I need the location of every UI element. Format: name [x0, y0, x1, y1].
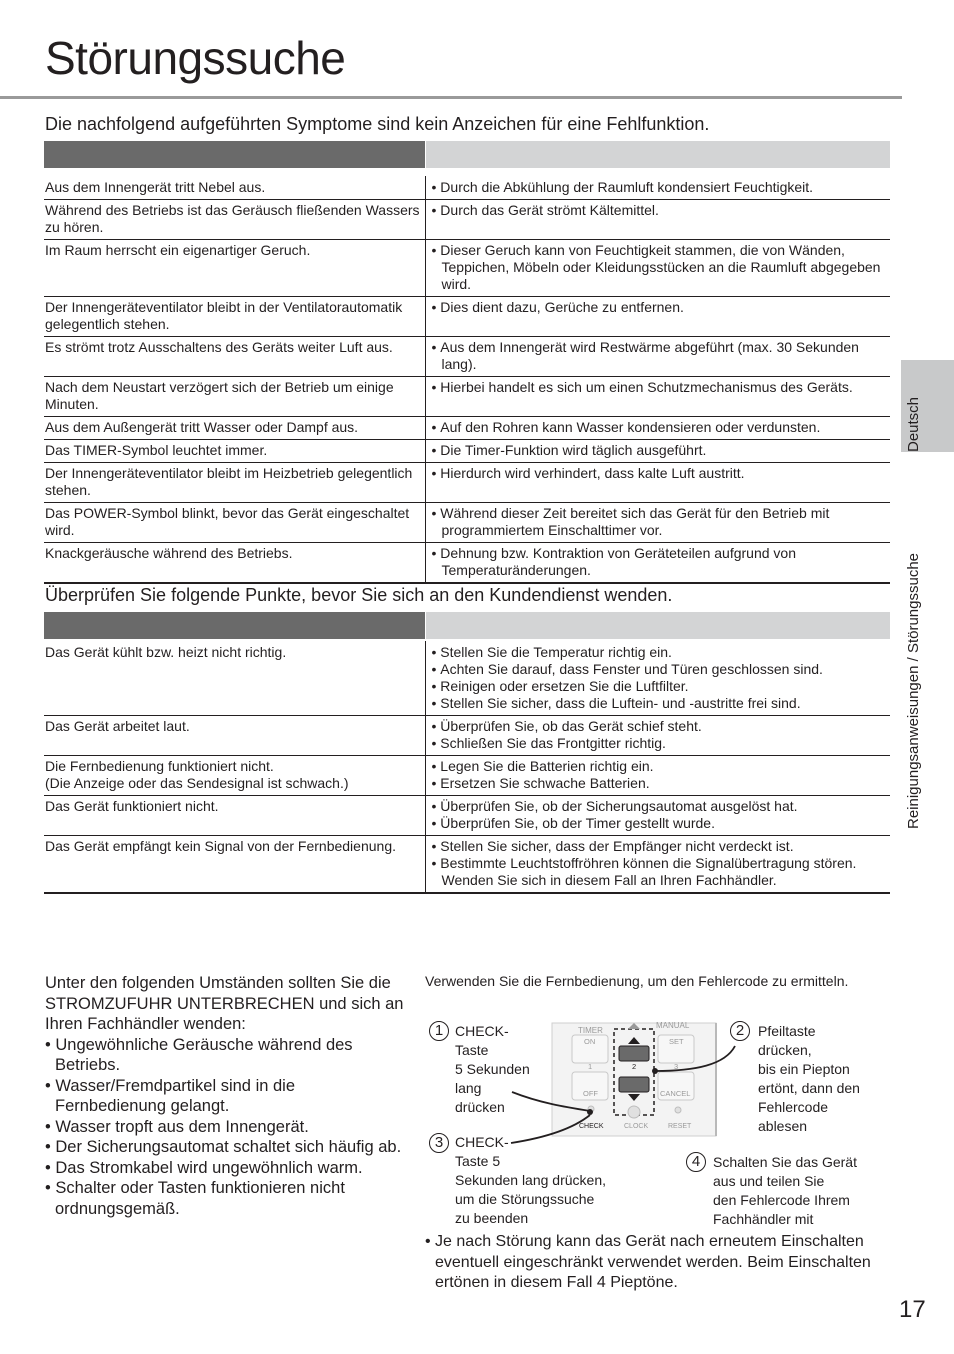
cause-item: • Dieser Geruch kann von Feuchtigkeit stammen, die von Wänden, Teppichen, Möbeln oder Kleidungsstücken an die Raumluft abgegeben wird.	[432, 242, 891, 293]
cause-item: • Überprüfen Sie, ob das Gerät schief steht.	[432, 718, 891, 735]
warning-item: • Wasser/Fremdpartikel sind in die Fernbedienung gelangt.	[45, 1076, 405, 1117]
symptom-text: Das TIMER-Symbol leuchtet immer.	[45, 442, 268, 458]
step-line: Taste 5	[455, 1153, 501, 1169]
cause-cell	[425, 756, 890, 796]
step-line: um die Störungssuche	[455, 1191, 595, 1207]
table-row	[44, 297, 890, 337]
section2-intro: Überprüfen Sie folgende Punkte, bevor Sie sich an den Kundendienst wenden.	[45, 585, 673, 605]
step-line: ablesen	[758, 1118, 808, 1134]
check-label: CHECK	[579, 1123, 604, 1130]
timer-label: TIMER	[578, 1026, 603, 1035]
table-row	[44, 377, 890, 417]
diagnosis-intro: Verwenden Sie die Fernbedienung, um den Fehlercode zu ermitteln.	[425, 973, 849, 989]
symptom-text: Das Gerät kühlt bzw. heizt nicht richtig.	[45, 644, 287, 660]
symptom-cell	[44, 200, 425, 240]
symptom-cell	[44, 417, 425, 440]
leader-dot-step2	[652, 1068, 658, 1074]
cancel-button[interactable]	[658, 1072, 694, 1100]
restart-note: • Je nach Störung kann das Gerät nach erneutem Einschalten eventuell eingeschränkt verwendet werden. Beim Einschalten ertönen in diesem Fall 4 Pieptöne.	[425, 1232, 905, 1294]
symptom-text: Es strömt trotz Ausschaltens des Geräts weiter Luft aus.	[45, 339, 393, 355]
cause-cell	[425, 836, 890, 894]
symptom-text: Während des Betriebs ist das Geräusch fließenden Wassers zu hören.	[45, 202, 420, 235]
cause-item: • Stellen Sie sicher, dass der Empfänger nicht verdeckt ist.	[432, 838, 891, 855]
symptom-cell	[44, 796, 425, 836]
symptom-table	[44, 141, 890, 584]
cause-cell	[425, 463, 890, 503]
cause-item: • Durch die Abkühlung der Raumluft kondensiert Feuchtigkeit.	[432, 179, 891, 196]
step-line: Schalten Sie das Gerät	[713, 1154, 857, 1170]
page-title: Störungssuche	[45, 32, 346, 84]
cancel-label: CANCEL	[660, 1089, 691, 1098]
step-2-text	[758, 1022, 860, 1136]
symptom-cell	[44, 543, 425, 584]
warning-box	[45, 973, 405, 1219]
number-3-label: 3	[674, 1062, 679, 1071]
symptom-cell	[44, 641, 425, 716]
cause-cell	[425, 796, 890, 836]
cause-cell	[425, 641, 890, 716]
warning-item: • Das Stromkabel wird ungewöhnlich warm.	[45, 1158, 405, 1179]
cause-item: • Hierbei handelt es sich um einen Schutzmechanismus des Geräts.	[432, 379, 891, 396]
warning-item: • Wasser tropft aus dem Innengerät.	[45, 1117, 405, 1138]
set-label: SET	[669, 1037, 684, 1046]
symptom-cell	[44, 176, 425, 200]
reset-button[interactable]	[675, 1107, 681, 1113]
step-line: Fehlercode	[758, 1099, 829, 1115]
reset-label: RESET	[668, 1123, 692, 1130]
step-line: CHECK-	[455, 1134, 509, 1150]
cause-item: • Überprüfen Sie, ob der Timer gestellt wurde.	[432, 815, 891, 832]
cause-cell	[425, 440, 890, 463]
symptom-text: Das POWER-Symbol blinkt, bevor das Gerät eingeschaltet wird.	[45, 505, 410, 538]
clock-button[interactable]	[628, 1106, 640, 1118]
table-row	[44, 463, 890, 503]
table-row	[44, 337, 890, 377]
step-line: den Fehlercode Ihrem	[713, 1192, 850, 1208]
cause-item: • Ersetzen Sie schwache Batterien.	[432, 775, 891, 792]
step-line: Fachhändler mit	[713, 1211, 814, 1227]
symptom-cell	[44, 503, 425, 543]
step-3-text	[455, 1133, 606, 1228]
symptom-text: Knackgeräusche während des Betriebs.	[45, 545, 293, 561]
symptom-column-header	[44, 612, 425, 639]
symptom-cell	[44, 463, 425, 503]
warning-item: • Ungewöhnliche Geräusche während des Betriebs.	[45, 1035, 405, 1076]
symptom-cell	[44, 240, 425, 297]
step-line: lang	[455, 1080, 482, 1096]
symptom-text: Nach dem Neustart verzögert sich der Betrieb um einige Minuten.	[45, 379, 394, 412]
section1-intro: Die nachfolgend aufgeführten Symptome sind kein Anzeichen für eine Fehlfunktion.	[45, 114, 710, 134]
step-line: 5 Sekunden	[455, 1061, 530, 1077]
table-row	[44, 176, 890, 200]
cause-item: • Auf den Rohren kann Wasser kondensieren oder verdunsten.	[432, 419, 891, 436]
table-row	[44, 641, 890, 716]
step-2-number: 2	[730, 1021, 750, 1041]
language-label: Deutsch	[905, 396, 922, 452]
cause-cell	[425, 417, 890, 440]
step-line: Taste	[455, 1042, 489, 1058]
step-3-number: 3	[429, 1133, 449, 1153]
cause-cell	[425, 543, 890, 584]
symptom-column-header	[44, 141, 425, 168]
symptom-cell	[44, 756, 425, 796]
warning-item: • Schalter oder Tasten funktionieren nicht ordnungsgemäß.	[45, 1178, 405, 1219]
number-2-label: 2	[632, 1062, 637, 1071]
title-divider	[0, 96, 902, 99]
cause-cell	[425, 377, 890, 417]
cause-item: • Aus dem Innengerät wird Restwärme abgeführt (max. 30 Sekunden lang).	[432, 339, 891, 373]
warning-list	[45, 1035, 405, 1220]
number-1-label: 1	[588, 1062, 593, 1071]
step-line: CHECK-	[455, 1023, 509, 1039]
cause-item: • Reinigen oder ersetzen Sie die Luftfilter.	[432, 678, 891, 695]
checklist-table	[44, 612, 890, 894]
symptom-text: Das Gerät empfängt kein Signal von der Fernbedienung.	[45, 838, 396, 854]
step-line: ertönt, dann den	[758, 1080, 860, 1096]
table-row	[44, 503, 890, 543]
step-line: drücken	[455, 1099, 505, 1115]
cause-item: • Überprüfen Sie, ob der Sicherungsautomat ausgelöst hat.	[432, 798, 891, 815]
step-line: Sekunden lang drücken,	[455, 1172, 606, 1188]
cause-item: • Hierdurch wird verhindert, dass kalte Luft austritt.	[432, 465, 891, 482]
step-line: zu beenden	[455, 1210, 529, 1226]
cause-column-header	[425, 141, 890, 168]
symptom-text: (Die Anzeige oder das Sendesignal ist schwach.)	[45, 775, 349, 791]
symptom-cell	[44, 440, 425, 463]
cause-cell	[425, 503, 890, 543]
symptom-text: Der Innengeräteventilator bleibt in der Ventilatorautomatik gelegentlich stehen.	[45, 299, 403, 332]
cause-item: • Die Timer-Funktion wird täglich ausgeführt.	[432, 442, 891, 459]
off-label: OFF	[583, 1089, 598, 1098]
off-button[interactable]	[572, 1072, 608, 1100]
step-line: aus und teilen Sie	[713, 1173, 825, 1189]
table-row	[44, 440, 890, 463]
leader-dot-check	[587, 1109, 593, 1115]
on-label: ON	[584, 1037, 596, 1046]
cause-item: • Stellen Sie die Temperatur richtig ein.	[432, 644, 891, 661]
cause-cell	[425, 337, 890, 377]
cause-item: • Durch das Gerät strömt Kältemittel.	[432, 202, 891, 219]
table-row	[44, 836, 890, 894]
symptom-text: Das Gerät funktioniert nicht.	[45, 798, 219, 814]
check-column-header	[425, 612, 890, 639]
symptom-text: Die Fernbedienung funktioniert nicht.	[45, 758, 274, 774]
clock-label: CLOCK	[624, 1123, 649, 1130]
table-row	[44, 796, 890, 836]
cause-item: • Bestimmte Leuchtstoffröhren können die Signalübertragung stören. Wenden Sie sich in diesem Fall an Ihren Fachhändler.	[432, 855, 891, 889]
cause-item: • Legen Sie die Batterien richtig ein.	[432, 758, 891, 775]
set-button[interactable]	[658, 1035, 694, 1063]
section-label: Reinigungsanweisungen / Störungssuche	[905, 552, 922, 829]
cause-item: • Während dieser Zeit bereitet sich das Gerät für den Betrieb mit programmiertem Einschalttimer vor.	[432, 505, 891, 539]
symptom-cell	[44, 836, 425, 894]
symptom-text: Aus dem Innengerät tritt Nebel aus.	[45, 179, 266, 195]
step-4-number: 4	[686, 1152, 706, 1172]
warning-lead: Unter den folgenden Umständen sollten Sie die STROMZUFUHR UNTERBRECHEN und sich an Ihren Fachhändler wenden:	[45, 974, 404, 1033]
step-line: Pfeiltaste	[758, 1023, 816, 1039]
table-row	[44, 756, 890, 796]
cause-item: • Achten Sie darauf, dass Fenster und Türen geschlossen sind.	[432, 661, 891, 678]
table-row	[44, 543, 890, 584]
cause-cell	[425, 176, 890, 200]
cause-cell	[425, 240, 890, 297]
warning-item: • Der Sicherungsautomat schaltet sich häufig ab.	[45, 1137, 405, 1158]
symptom-cell	[44, 337, 425, 377]
symptom-cell	[44, 377, 425, 417]
page-number: 17	[899, 1296, 926, 1323]
step-1-text	[455, 1022, 530, 1117]
symptom-cell	[44, 716, 425, 756]
cause-item: • Dehnung bzw. Kontraktion von Geräteteilen aufgrund von Temperaturänderungen.	[432, 545, 891, 579]
step-line: drücken,	[758, 1042, 812, 1058]
step-line: bis ein Piepton	[758, 1061, 850, 1077]
symptom-text: Aus dem Außengerät tritt Wasser oder Dampf aus.	[45, 419, 359, 435]
step-4-text	[713, 1153, 857, 1229]
cause-item: • Stellen Sie sicher, dass die Luftein- und -austritte frei sind.	[432, 695, 891, 712]
cause-item: • Dies dient dazu, Gerüche zu entfernen.	[432, 299, 891, 316]
cause-cell	[425, 297, 890, 337]
step-1-number: 1	[429, 1021, 449, 1041]
symptom-cell	[44, 297, 425, 337]
cause-item: • Schließen Sie das Frontgitter richtig.	[432, 735, 891, 752]
symptom-text: Im Raum herrscht ein eigenartiger Geruch.	[45, 242, 311, 258]
symptom-text: Das Gerät arbeitet laut.	[45, 718, 190, 734]
cause-cell	[425, 200, 890, 240]
manual-label: MANUAL	[656, 1021, 690, 1030]
table-row	[44, 240, 890, 297]
symptom-text: Der Innengeräteventilator bleibt im Heizbetrieb gelegentlich stehen.	[45, 465, 413, 498]
cause-cell	[425, 716, 890, 756]
on-button[interactable]	[572, 1035, 608, 1063]
table-row	[44, 417, 890, 440]
table-row	[44, 716, 890, 756]
table-row	[44, 200, 890, 240]
